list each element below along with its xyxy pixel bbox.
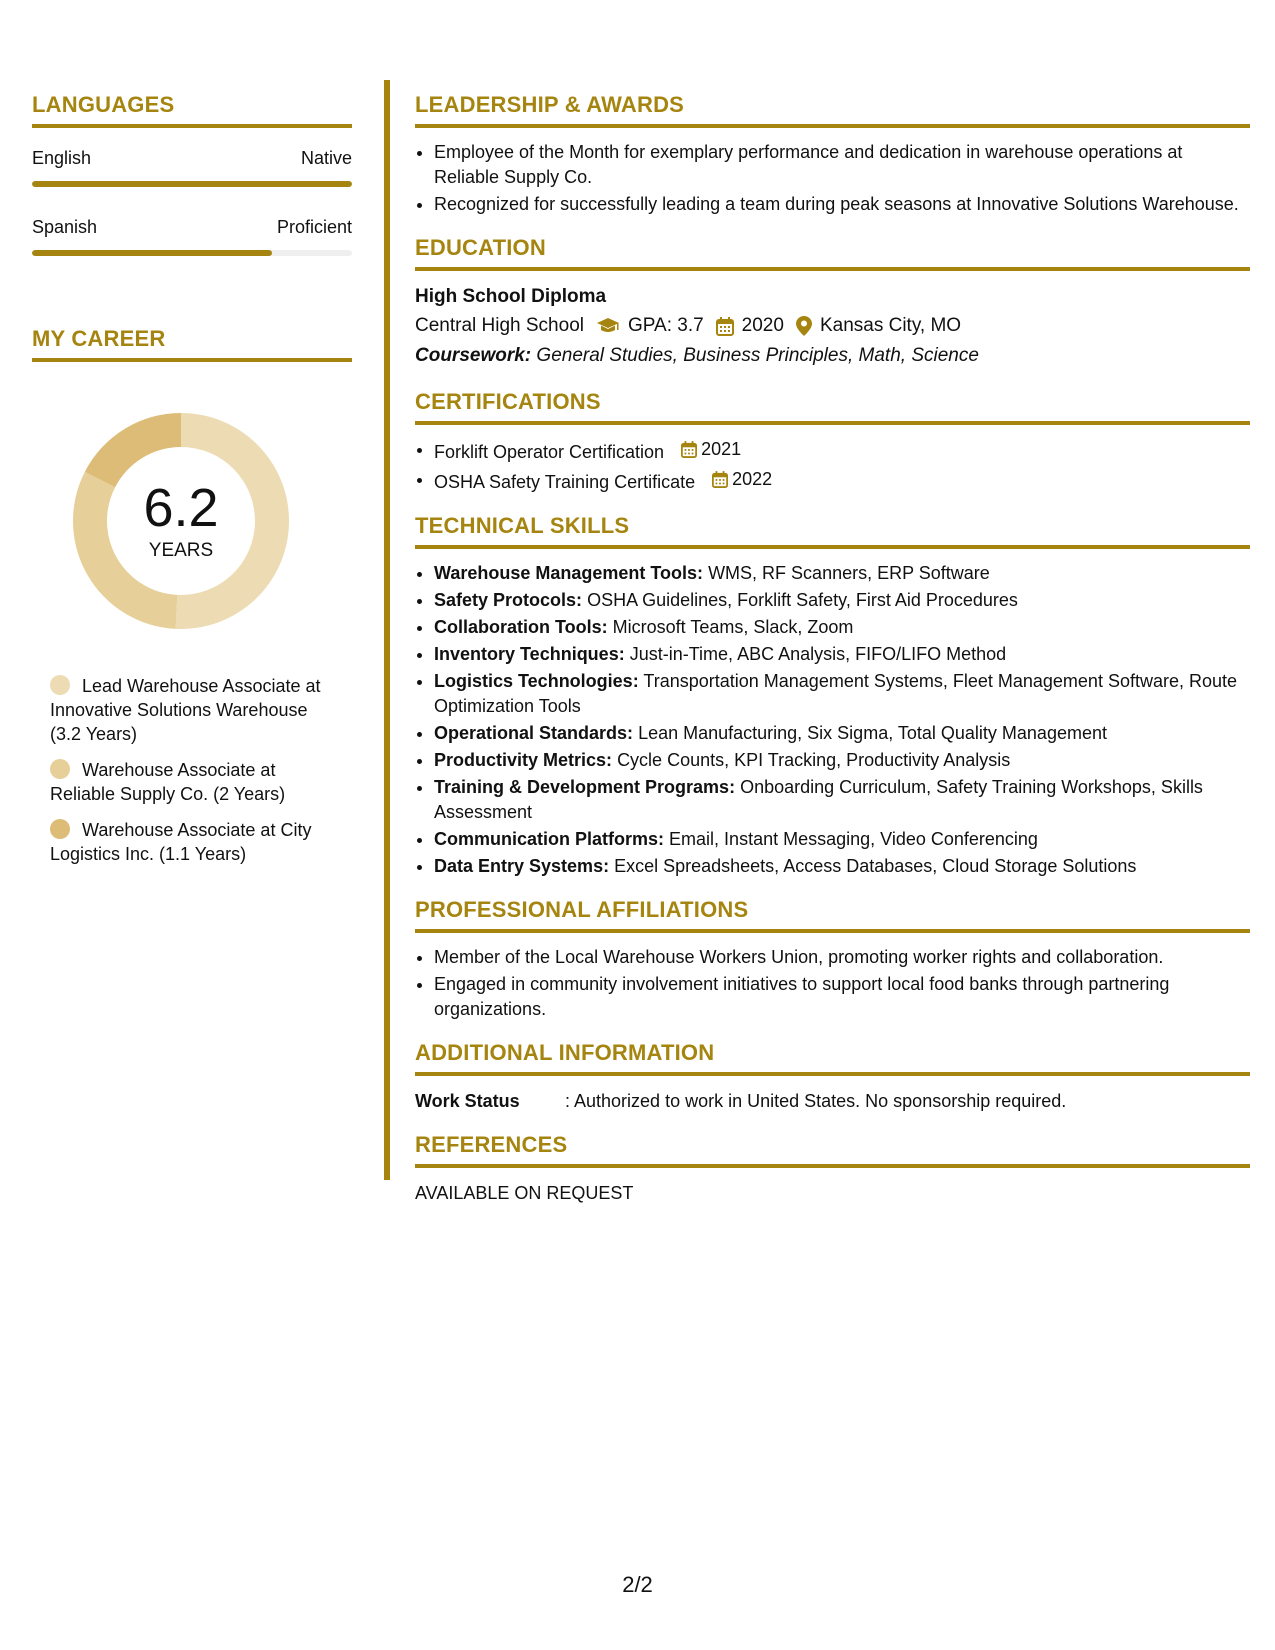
education-degree: High School Diploma [415, 286, 607, 307]
coursework-value: General Studies, Business Principles, Math, Science [536, 345, 979, 366]
page-number: 2/2 [622, 1572, 653, 1597]
skill-label: Communication Platforms: [434, 829, 665, 849]
career-legend-item [50, 758, 340, 806]
calendar-icon [716, 317, 734, 336]
career-legend-text: Warehouse Associate at Reliable Supply Co. (2 Years) [50, 760, 286, 804]
affiliation-item: Engaged in community involvement initiatives to support local food banks through partnering organizations. [415, 972, 1250, 1022]
certifications-list [415, 437, 1250, 495]
career-total-years: 6.2 [143, 478, 219, 538]
skill-item [415, 588, 1250, 613]
affiliations-list [415, 945, 1250, 1022]
skill-label: Operational Standards: [434, 723, 634, 743]
additional-info-title: ADDITIONAL INFORMATION [415, 1040, 715, 1065]
skill-item [415, 669, 1250, 719]
references-text: AVAILABLE ON REQUEST [415, 1183, 634, 1203]
certification-name: OSHA Safety Training Certificate [434, 472, 696, 492]
skill-item [415, 775, 1250, 825]
language-proficiency-fill [32, 250, 272, 256]
section-rule [415, 929, 1250, 933]
certifications-section [415, 389, 1250, 495]
certification-year: 2022 [732, 469, 773, 489]
education-details [415, 311, 1250, 341]
skill-item [415, 827, 1250, 852]
donut-center [66, 406, 296, 636]
references-title: REFERENCES [415, 1132, 568, 1157]
language-proficiency-bar [32, 250, 352, 256]
language-level: Native [300, 148, 352, 168]
certification-item [415, 437, 1250, 465]
section-rule [415, 1164, 1250, 1168]
career-legend-text: Warehouse Associate at City Logistics Inc. (1.1 Years) [50, 820, 312, 864]
skill-label: Collaboration Tools: [434, 617, 608, 637]
career-total-unit: YEARS [148, 540, 214, 561]
language-name: Spanish [32, 217, 98, 237]
career-legend-text: Lead Warehouse Associate at Innovative Solutions Warehouse (3.2 Years) [50, 676, 321, 744]
skill-label: Productivity Metrics: [434, 750, 613, 770]
legend-dot [50, 819, 70, 839]
leadership-section [415, 92, 1250, 217]
skill-value: Excel Spreadsheets, Access Databases, Cloud Storage Solutions [614, 856, 1137, 876]
section-rule [32, 358, 352, 362]
affiliations-section [415, 897, 1250, 1022]
work-status-label: Work Status [415, 1091, 520, 1111]
certification-year: 2021 [701, 439, 742, 459]
career-legend-item [50, 674, 340, 746]
skill-value: OSHA Guidelines, Forklift Safety, First Aid Procedures [587, 590, 1018, 610]
skill-label: Inventory Techniques: [434, 644, 625, 664]
skill-value: Microsoft Teams, Slack, Zoom [612, 617, 854, 637]
skill-value: Just-in-Time, ABC Analysis, FIFO/LIFO Method [629, 644, 1007, 664]
skill-value: Lean Manufacturing, Six Sigma, Total Quality Management [638, 723, 1107, 743]
leadership-title: LEADERSHIP & AWARDS [415, 92, 685, 117]
references-section [415, 1132, 1250, 1206]
legend-dot [50, 675, 70, 695]
skill-value: WMS, RF Scanners, ERP Software [708, 563, 990, 583]
languages-section [32, 92, 352, 256]
career-donut-chart [66, 406, 296, 636]
education-school: Central High School [415, 315, 584, 336]
skill-item [415, 854, 1250, 879]
coursework-label: Coursework: [415, 345, 532, 366]
column-divider [384, 80, 390, 1180]
education-coursework [415, 341, 1250, 371]
skills-list [415, 561, 1250, 879]
skill-value: Transportation Management Systems, Fleet Management Software, Route Optimization Tools [434, 671, 1238, 716]
skill-item [415, 748, 1250, 773]
work-status-row [415, 1088, 1250, 1114]
leadership-item: Employee of the Month for exemplary performance and dedication in warehouse operations at Reliable Supply Co. [415, 140, 1250, 190]
graduation-cap-icon [596, 317, 620, 335]
skill-label: Warehouse Management Tools: [434, 563, 704, 583]
skill-item [415, 561, 1250, 586]
skill-item [415, 615, 1250, 640]
skills-section [415, 513, 1250, 879]
section-rule [415, 421, 1250, 425]
language-name: English [32, 148, 92, 168]
skill-label: Logistics Technologies: [434, 671, 639, 691]
skill-item [415, 721, 1250, 746]
career-section [32, 326, 352, 866]
education-section [415, 235, 1250, 371]
skill-value: Email, Instant Messaging, Video Conferencing [669, 829, 1038, 849]
calendar-icon [681, 441, 697, 458]
language-proficiency-fill [32, 181, 352, 187]
certification-date [681, 437, 741, 462]
certification-item [415, 467, 1250, 495]
language-item [32, 217, 352, 256]
work-status-value: : Authorized to work in United States. No sponsorship required. [565, 1091, 1067, 1111]
languages-title: LANGUAGES [32, 92, 175, 117]
legend-dot [50, 759, 70, 779]
section-rule [415, 124, 1250, 128]
certification-name: Forklift Operator Certification [434, 442, 665, 462]
left-column [32, 92, 352, 878]
right-column [415, 92, 1250, 1224]
education-location: Kansas City, MO [819, 315, 962, 336]
education-gpa: GPA: 3.7 [627, 315, 704, 336]
skill-label: Data Entry Systems: [434, 856, 610, 876]
language-level: Proficient [276, 217, 352, 237]
skill-label: Safety Protocols: [434, 590, 583, 610]
skill-label: Training & Development Programs: [434, 777, 736, 797]
certification-date [712, 467, 772, 492]
section-rule [32, 124, 352, 128]
language-proficiency-bar [32, 181, 352, 187]
skills-title: TECHNICAL SKILLS [415, 513, 630, 538]
leadership-item: Recognized for successfully leading a team during peak seasons at Innovative Solutions Warehouse. [415, 192, 1250, 217]
location-pin-icon [796, 316, 812, 336]
affiliation-item: Member of the Local Warehouse Workers Union, promoting worker rights and collaboration. [415, 945, 1250, 970]
section-rule [415, 267, 1250, 271]
calendar-icon [712, 471, 728, 488]
affiliations-title: PROFESSIONAL AFFILIATIONS [415, 897, 749, 922]
education-year: 2020 [741, 315, 784, 336]
section-rule [415, 1072, 1250, 1076]
career-legend [50, 674, 340, 866]
career-title: MY CAREER [32, 326, 166, 351]
skill-value: Onboarding Curriculum, Safety Training Workshops, Skills Assessment [434, 777, 1203, 822]
certifications-title: CERTIFICATIONS [415, 389, 601, 414]
language-item [32, 148, 352, 187]
additional-info-section [415, 1040, 1250, 1114]
education-title: EDUCATION [415, 235, 546, 260]
career-legend-item [50, 818, 340, 866]
leadership-list [415, 140, 1250, 217]
section-rule [415, 545, 1250, 549]
skill-item [415, 642, 1250, 667]
skill-value: Cycle Counts, KPI Tracking, Productivity Analysis [617, 750, 1011, 770]
